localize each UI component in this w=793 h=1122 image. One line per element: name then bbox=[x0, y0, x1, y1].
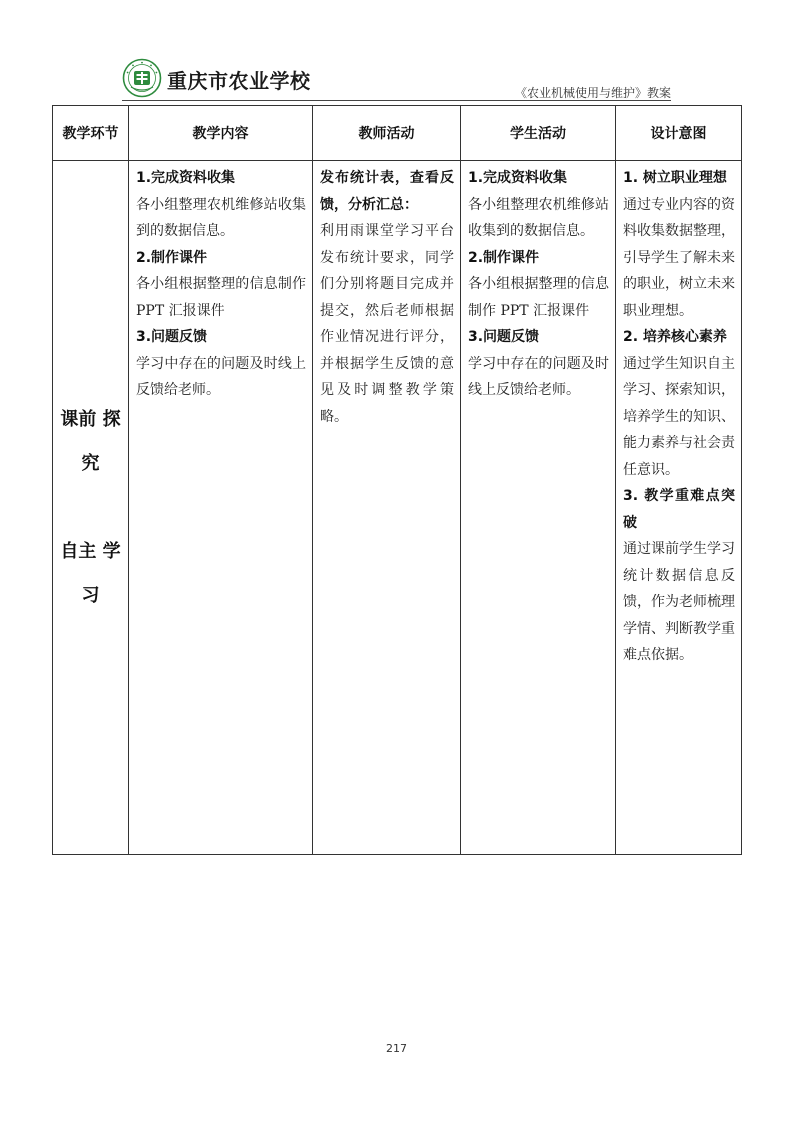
column-header-student: 学生活动 bbox=[461, 106, 616, 161]
teacher-heading: 发布统计表，查看反馈，分析汇总： bbox=[320, 170, 454, 213]
page-number: 217 bbox=[386, 1042, 407, 1055]
table-row bbox=[53, 161, 742, 855]
student-paragraph: 学习中存在的问题及时线上反馈给老师。 bbox=[468, 355, 609, 398]
teacher-paragraph: 利用雨课堂学习平台发布统计要求，同学们分别将题目完成并提交，然后老师根据作业情况进行评分，并根据学生反馈的意见及时调整教学策略。 bbox=[320, 223, 454, 425]
content-cell bbox=[129, 161, 313, 855]
content-paragraph: 学习中存在的问题及时线上反馈给老师。 bbox=[136, 355, 306, 398]
header-divider bbox=[122, 100, 671, 101]
intent-cell bbox=[616, 161, 742, 855]
stage-spacer bbox=[53, 486, 128, 530]
student-paragraph: 各小组整理农机维修站收集到的数据信息。 bbox=[468, 196, 609, 239]
column-header-stage: 教学环节 bbox=[53, 106, 129, 161]
column-header-content: 教学内容 bbox=[129, 106, 313, 161]
stage-line: 学习 bbox=[81, 540, 121, 606]
school-logo bbox=[122, 58, 162, 98]
student-heading: 3.问题反馈 bbox=[468, 329, 540, 345]
stage-line: 自主 bbox=[60, 540, 97, 562]
lesson-plan-table bbox=[52, 105, 742, 855]
column-header-teacher: 教师活动 bbox=[313, 106, 461, 161]
intent-paragraph: 通过课前学生学习统计数据信息反馈，作为老师梳理学情、判断教学重难点依据。 bbox=[623, 541, 735, 663]
stage-cell bbox=[53, 161, 129, 855]
student-heading: 2.制作课件 bbox=[468, 249, 540, 266]
stage-line: 课前 bbox=[60, 408, 97, 430]
intent-heading: 1. 树立职业理想 bbox=[623, 170, 727, 186]
intent-heading: 3. 教学重难点突破 bbox=[623, 488, 735, 531]
student-paragraph: 各小组根据整理的信息制作 PPT 汇报课件 bbox=[468, 276, 609, 319]
school-name: 重庆市农业学校 bbox=[167, 69, 311, 93]
intent-paragraph: 通过学生知识自主学习、探索知识，培养学生的知识、能力素养与社会责任意识。 bbox=[623, 355, 735, 478]
teacher-cell bbox=[313, 161, 461, 855]
content-heading: 1.完成资料收集 bbox=[136, 170, 236, 186]
content-paragraph: 各小组根据整理的信息制作 PPT 汇报课件 bbox=[136, 276, 306, 319]
content-heading: 3.问题反馈 bbox=[136, 329, 208, 345]
student-cell bbox=[461, 161, 616, 855]
intent-paragraph: 通过专业内容的资料收集数据整理，引导学生了解未来的职业，树立未来职业理想。 bbox=[623, 196, 735, 319]
intent-heading: 2. 培养核心素养 bbox=[623, 329, 727, 345]
column-header-intent: 设计意图 bbox=[616, 106, 742, 161]
content-paragraph: 各小组整理农机维修站收集到的数据信息。 bbox=[136, 196, 306, 239]
school-emblem-icon bbox=[122, 58, 162, 98]
content-heading: 2.制作课件 bbox=[136, 249, 208, 266]
course-title: 《农业机械使用与维护》教案 bbox=[514, 86, 671, 100]
stage-line: 探究 bbox=[81, 408, 121, 474]
student-heading: 1.完成资料收集 bbox=[468, 170, 568, 186]
table-header-row bbox=[53, 106, 742, 161]
